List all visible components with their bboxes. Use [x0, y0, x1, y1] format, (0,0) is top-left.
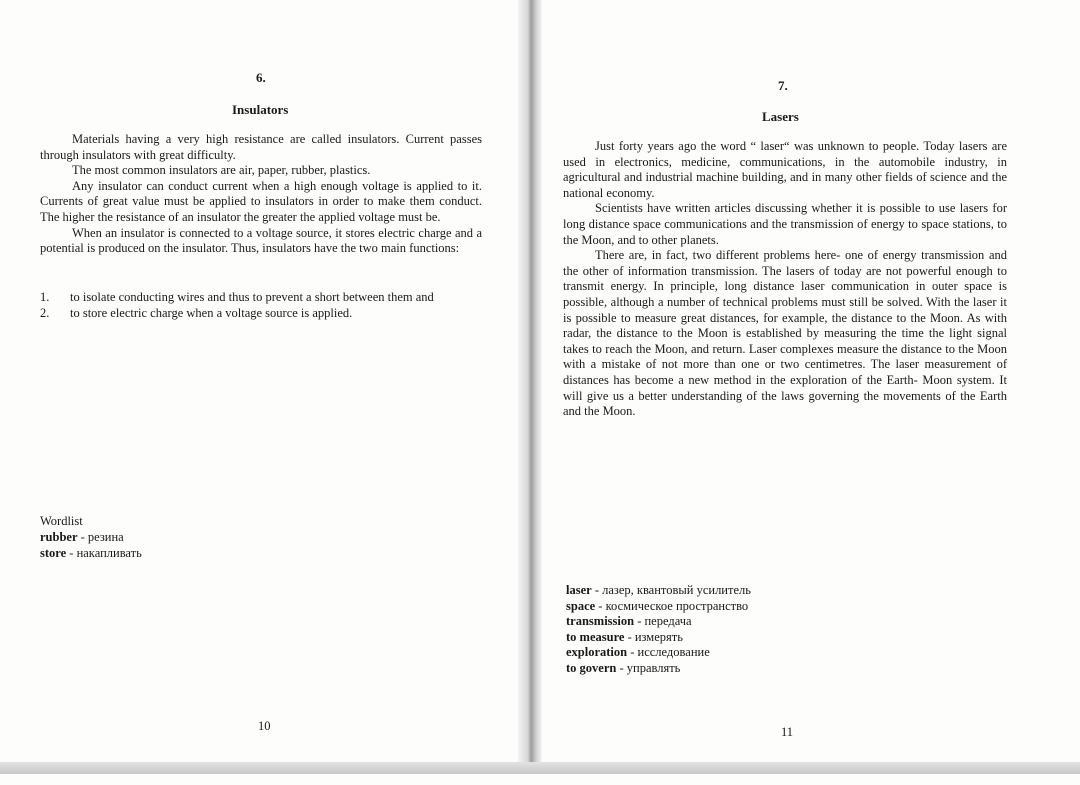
wordlist-entry: to measure - измерять [566, 629, 683, 644]
body-text [563, 139, 1007, 420]
list-item: 2. to store electric charge when a voltage source is applied. [40, 305, 353, 320]
section-number: 7. [778, 78, 788, 93]
paragraph: Any insulator can conduct current when a high enough voltage is applied to it. Currents of great value must be applied to insulators in order to make them conduct. The higher the resistance of an insulator the greater the applied voltage must be. [40, 178, 482, 224]
section-number: 6. [256, 70, 266, 85]
right-page [542, 0, 1080, 760]
page-number: 11 [781, 725, 794, 739]
paragraph: There are, in fact, two different problems here- one of energy transmission and the other of information transmission. The lasers of today are not powerful enough to transmit energy. In principle, long distance laser communication in outer space is possible, although a number of technical problems must still be solved. With the laser it is possible to measure great distances, for example, the distance to the Moon. As with radar, the distance to the Moon is established by measuring the time the light signal takes to reach the Moon, and return. Laser complexes measure the distance to the Moon with a mistake of not more than one or two centimetres. The laser measurement of distances has become a new method in the exploration of the Earth- Moon system. It will give us a better understanding of the laws governing the movements of the Earth and the Moon. [563, 248, 1007, 419]
paragraph: When an insulator is connected to a voltage source, it stores electric charge and a potential is produced on the insulator. Thus, insulators have the two main functions: [40, 225, 482, 256]
wordlist-title: Wordlist [40, 514, 83, 528]
wordlist [40, 530, 142, 561]
book-gutter [518, 0, 542, 770]
wordlist-entry: space - космическое пространство [566, 598, 749, 613]
wordlist-entry: laser - лазер, квантовый усилитель [566, 583, 751, 597]
wordlist-entry: to govern - управлять [566, 660, 681, 675]
section-title: Lasers [762, 109, 799, 124]
wordlist-entry: exploration - исследование [566, 645, 710, 659]
wordlist-entry: store - накапливать [40, 545, 142, 560]
left-page [0, 0, 518, 760]
paragraph: Materials having a very high resistance are called insulators. Current passes through insulators with great difficulty. [40, 132, 482, 162]
paragraph: Just forty years ago the word “ laser“ was unknown to people. Today lasers are used in electronics, medicine, communications, in the automobile industry, in agricultural and industrial machine building, and in many other fields of science and the national economy. [563, 139, 1007, 200]
wordlist [566, 583, 751, 676]
paragraph: The most common insulators are air, paper, rubber, plastics. [72, 163, 371, 178]
page-number: 10 [258, 719, 271, 733]
functions-list [40, 290, 490, 321]
wordlist-entry: transmission - передача [566, 614, 692, 628]
list-item: 1. to isolate conducting wires and thus to prevent a short between them and [40, 290, 434, 304]
body-text [40, 132, 482, 257]
section-title: Insulators [232, 102, 289, 117]
paragraph: Scientists have written articles discussing whether it is possible to use lasers for long distance space communications and the transmission of energy to space stations, to the Moon, and to other planets. [563, 201, 1007, 247]
scan-edge [0, 762, 1080, 774]
wordlist-entry: rubber - резина [40, 530, 124, 544]
